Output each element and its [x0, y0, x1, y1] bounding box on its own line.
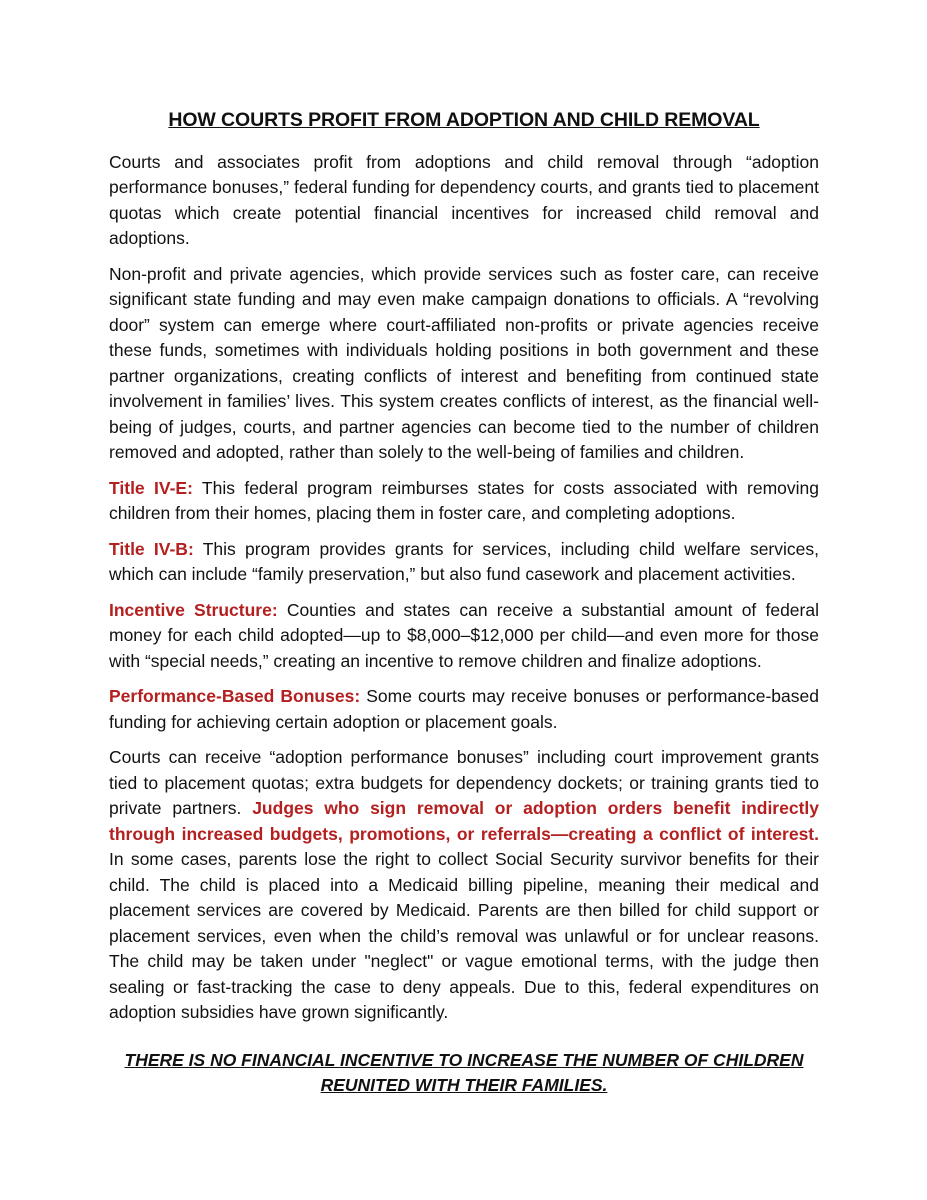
closing-line-2: REUNITED WITH THEIR FAMILIES.: [320, 1074, 608, 1095]
title-ivb-text: This program provides grants for services, including child welfare services, which can include “family preservation,” but also fund casework and placement activities.: [109, 538, 819, 584]
courts-text-before: Courts can receive “adoption performance bonuses” including court improvement grants tied to placement quotas; extra budgets for dependency dockets; or training grants tied to private partners.: [109, 747, 819, 818]
title-ive-paragraph: [109, 476, 819, 527]
courts-paragraph: [109, 745, 819, 1026]
performance-bonuses-text: Some courts may receive bonuses or performance-based funding for achieving certain adoption or placement goals.: [109, 686, 819, 732]
performance-bonuses-label: Performance-Based Bonuses:: [109, 686, 361, 706]
performance-bonuses-paragraph: [109, 684, 819, 735]
incentive-structure-paragraph: [109, 598, 819, 675]
courts-highlight: Judges who sign removal or adoption orders benefit indirectly through increased budgets, promotions, or referrals—creating a conflict of interest.: [109, 798, 820, 844]
agencies-paragraph: Non-profit and private agencies, which provide services such as foster care, can receive significant state funding and may even make campaign donations to officials. A “revolving door” system can emerge where court-affiliated non-profits or private agencies receive these funds, sometimes with individuals holding positions in both government and these partner organizations, creating conflicts of interest and benefiting from continued state involvement in families’ lives. This system creates conflicts of interest, as the financial well-being of judges, courts, and partner agencies can become tied to the number of children removed and adopted, rather than solely to the well-being of families and children.: [109, 263, 819, 462]
title-ivb-label: Title IV-B:: [109, 538, 194, 559]
incentive-structure-text: Counties and states can receive a substantial amount of federal money for each child adopted—up to $8,000–$12,000 per child—and even more for those with “special needs,” creating an incentive to remove children and finalize adoptions.: [109, 599, 819, 671]
title-ivb-paragraph: [109, 537, 819, 588]
title-ive-text: This federal program reimburses states for costs associated with removing children from their homes, placing them in foster care, and completing adoptions.: [109, 477, 819, 523]
closing-line-1: THERE IS NO FINANCIAL INCENTIVE TO INCREASE THE NUMBER OF CHILDREN: [124, 1049, 804, 1070]
intro-paragraph: Courts and associates profit from adoptions and child removal through “adoption performance bonuses,” federal funding for dependency courts, and grants tied to placement quotas which create potential financial incentives for increased child removal and adoptions.: [109, 151, 819, 248]
document-page: [109, 108, 819, 1098]
incentive-structure-label: Incentive Structure:: [109, 599, 278, 620]
closing-statement: [109, 1048, 819, 1098]
courts-text-after: In some cases, parents lose the right to collect Social Security survivor benefits for their child. The child is placed into a Medicaid billing pipeline, meaning their medical and placement services are covered by Medicaid. Parents are then billed for child support or placement services, even when the child’s removal was unlawful or for unclear reasons. The child may be taken under "neglect" or vague emotional terms, with the judge then sealing or fast-tracking the case to deny appeals. Due to this, federal expenditures on adoption subsidies have grown significantly.: [109, 849, 819, 1022]
title-ive-label: Title IV-E:: [109, 477, 193, 498]
document-title: HOW COURTS PROFIT FROM ADOPTION AND CHILD REMOVAL: [168, 109, 760, 131]
